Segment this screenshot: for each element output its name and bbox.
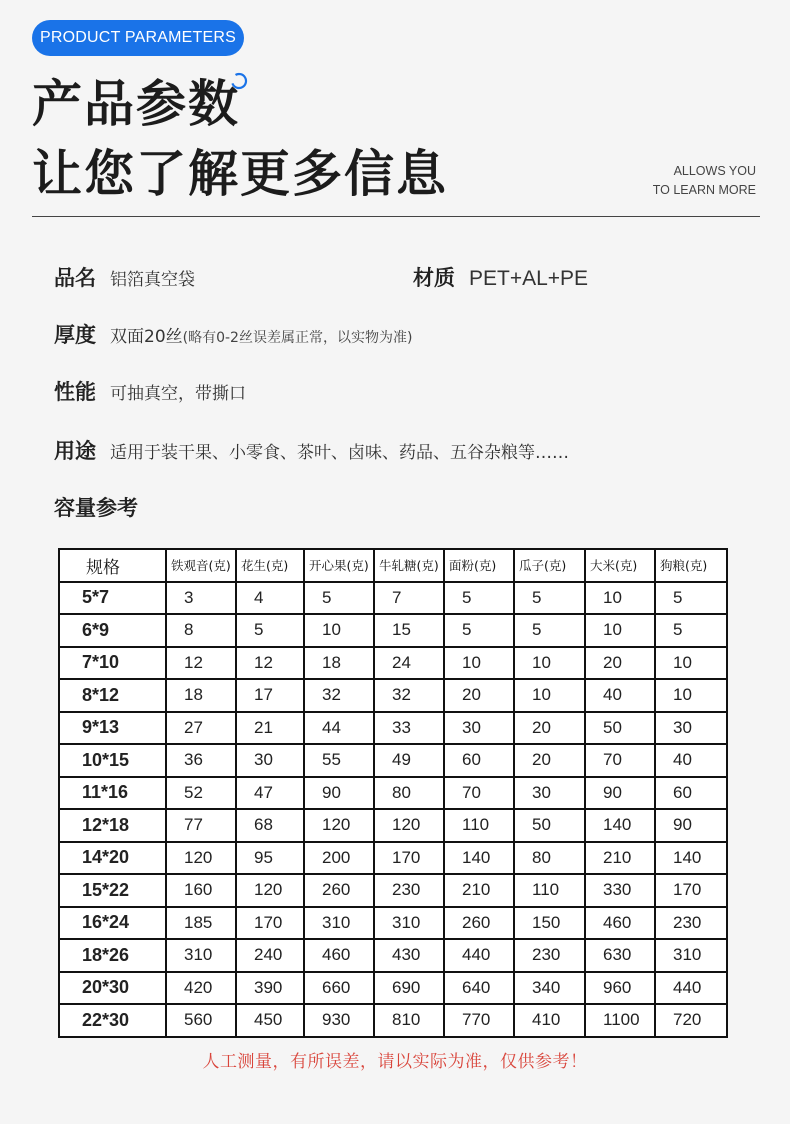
size-cell: 18*26 — [59, 939, 166, 972]
value-cell: 55 — [304, 744, 374, 777]
size-cell: 9*13 — [59, 712, 166, 745]
value-cell: 3 — [166, 582, 236, 615]
header-spec: 规格 — [59, 549, 166, 582]
page-title-line1: 产品参数 — [32, 75, 240, 133]
value-cell: 30 — [655, 712, 727, 745]
value-cell: 33 — [374, 712, 444, 745]
value-cell: 330 — [585, 874, 655, 907]
value-cell: 410 — [514, 1004, 585, 1037]
size-cell: 22*30 — [59, 1004, 166, 1037]
ring-decoration-icon — [230, 72, 248, 90]
name-label: 品名 — [54, 266, 96, 290]
material-value: PET+AL+PE — [469, 267, 589, 290]
usage-label: 用途 — [54, 439, 96, 463]
value-cell: 460 — [304, 939, 374, 972]
value-cell: 960 — [585, 972, 655, 1005]
table-row — [59, 647, 727, 680]
value-cell: 18 — [166, 679, 236, 712]
value-cell: 68 — [236, 809, 304, 842]
value-cell: 5 — [236, 614, 304, 647]
table-row — [59, 777, 727, 810]
value-cell: 160 — [166, 874, 236, 907]
value-cell: 77 — [166, 809, 236, 842]
value-cell: 5 — [514, 582, 585, 615]
side-caption-line2: TO LEARN MORE — [652, 183, 756, 197]
size-cell: 5*7 — [59, 582, 166, 615]
value-cell: 12 — [236, 647, 304, 680]
table-row — [59, 939, 727, 972]
value-cell: 40 — [585, 679, 655, 712]
value-cell: 47 — [236, 777, 304, 810]
value-cell: 150 — [514, 907, 585, 940]
header-cell: 大米(克) — [585, 549, 655, 582]
size-cell: 6*9 — [59, 614, 166, 647]
info-row-material — [413, 262, 588, 292]
value-cell: 110 — [514, 874, 585, 907]
value-cell: 170 — [236, 907, 304, 940]
value-cell: 230 — [374, 874, 444, 907]
value-cell: 40 — [655, 744, 727, 777]
value-cell: 1100 — [585, 1004, 655, 1037]
value-cell: 690 — [374, 972, 444, 1005]
value-cell: 140 — [585, 809, 655, 842]
table-row — [59, 874, 727, 907]
value-cell: 240 — [236, 939, 304, 972]
table-row — [59, 614, 727, 647]
value-cell: 10 — [655, 647, 727, 680]
info-row-name — [54, 262, 195, 292]
value-cell: 440 — [444, 939, 514, 972]
info-row-thickness — [54, 319, 412, 349]
value-cell: 310 — [166, 939, 236, 972]
value-cell: 50 — [514, 809, 585, 842]
size-cell: 11*16 — [59, 777, 166, 810]
table-row — [59, 712, 727, 745]
value-cell: 460 — [585, 907, 655, 940]
header-cell: 面粉(克) — [444, 549, 514, 582]
size-cell: 15*22 — [59, 874, 166, 907]
header-cell: 花生(克) — [236, 549, 304, 582]
value-cell: 90 — [585, 777, 655, 810]
performance-label: 性能 — [54, 380, 96, 404]
value-cell: 10 — [304, 614, 374, 647]
value-cell: 10 — [444, 647, 514, 680]
value-cell: 260 — [444, 907, 514, 940]
value-cell: 810 — [374, 1004, 444, 1037]
value-cell: 60 — [655, 777, 727, 810]
value-cell: 200 — [304, 842, 374, 875]
value-cell: 120 — [374, 809, 444, 842]
size-cell: 12*18 — [59, 809, 166, 842]
value-cell: 660 — [304, 972, 374, 1005]
value-cell: 120 — [236, 874, 304, 907]
size-cell: 20*30 — [59, 972, 166, 1005]
value-cell: 10 — [585, 614, 655, 647]
value-cell: 5 — [444, 582, 514, 615]
table-row — [59, 907, 727, 940]
value-cell: 50 — [585, 712, 655, 745]
value-cell: 230 — [655, 907, 727, 940]
capacity-heading: 容量参考 — [54, 496, 138, 520]
value-cell: 770 — [444, 1004, 514, 1037]
performance-value: 可抽真空，带撕口 — [110, 384, 246, 404]
value-cell: 210 — [444, 874, 514, 907]
product-parameters-badge: PRODUCT PARAMETERS — [32, 20, 244, 56]
value-cell: 44 — [304, 712, 374, 745]
value-cell: 5 — [655, 614, 727, 647]
value-cell: 20 — [585, 647, 655, 680]
size-cell: 7*10 — [59, 647, 166, 680]
value-cell: 20 — [514, 712, 585, 745]
value-cell: 560 — [166, 1004, 236, 1037]
value-cell: 7 — [374, 582, 444, 615]
info-row-performance — [54, 376, 246, 406]
table-row — [59, 809, 727, 842]
value-cell: 27 — [166, 712, 236, 745]
value-cell: 30 — [236, 744, 304, 777]
value-cell: 36 — [166, 744, 236, 777]
value-cell: 80 — [374, 777, 444, 810]
value-cell: 90 — [655, 809, 727, 842]
page-title-line2: 让您了解更多信息 — [32, 145, 448, 203]
value-cell: 30 — [444, 712, 514, 745]
value-cell: 390 — [236, 972, 304, 1005]
value-cell: 95 — [236, 842, 304, 875]
header-cell: 开心果(克) — [304, 549, 374, 582]
value-cell: 21 — [236, 712, 304, 745]
size-cell: 16*24 — [59, 907, 166, 940]
value-cell: 32 — [304, 679, 374, 712]
value-cell: 450 — [236, 1004, 304, 1037]
material-label: 材质 — [413, 266, 455, 290]
value-cell: 310 — [304, 907, 374, 940]
value-cell: 5 — [444, 614, 514, 647]
table-header-row — [59, 549, 727, 582]
side-caption-line1: ALLOWS YOU — [673, 164, 756, 178]
value-cell: 24 — [374, 647, 444, 680]
value-cell: 4 — [236, 582, 304, 615]
value-cell: 20 — [514, 744, 585, 777]
table-row — [59, 582, 727, 615]
value-cell: 10 — [655, 679, 727, 712]
usage-value: 适用于装干果、小零食、茶叶、卤味、药品、五谷杂粮等…… — [110, 443, 569, 463]
size-cell: 14*20 — [59, 842, 166, 875]
value-cell: 170 — [655, 874, 727, 907]
value-cell: 110 — [444, 809, 514, 842]
value-cell: 430 — [374, 939, 444, 972]
value-cell: 210 — [585, 842, 655, 875]
value-cell: 640 — [444, 972, 514, 1005]
info-row-usage — [54, 435, 569, 465]
value-cell: 18 — [304, 647, 374, 680]
value-cell: 70 — [444, 777, 514, 810]
value-cell: 120 — [166, 842, 236, 875]
value-cell: 15 — [374, 614, 444, 647]
value-cell: 260 — [304, 874, 374, 907]
value-cell: 230 — [514, 939, 585, 972]
thickness-note: (略有0-2丝误差属正常，以实物为准) — [182, 330, 413, 346]
value-cell: 12 — [166, 647, 236, 680]
header-cell: 铁观音(克) — [166, 549, 236, 582]
capacity-table — [58, 548, 728, 1038]
thickness-value: 双面20丝 — [110, 327, 183, 347]
value-cell: 10 — [585, 582, 655, 615]
value-cell: 32 — [374, 679, 444, 712]
value-cell: 17 — [236, 679, 304, 712]
value-cell: 720 — [655, 1004, 727, 1037]
header-cell: 瓜子(克) — [514, 549, 585, 582]
value-cell: 120 — [304, 809, 374, 842]
header-cell: 牛轧糖(克) — [374, 549, 444, 582]
value-cell: 310 — [374, 907, 444, 940]
value-cell: 930 — [304, 1004, 374, 1037]
value-cell: 10 — [514, 679, 585, 712]
value-cell: 140 — [655, 842, 727, 875]
value-cell: 140 — [444, 842, 514, 875]
value-cell: 10 — [514, 647, 585, 680]
divider — [32, 216, 760, 217]
value-cell: 310 — [655, 939, 727, 972]
header-cell: 狗粮(克) — [655, 549, 727, 582]
side-caption — [653, 162, 756, 200]
table-row — [59, 744, 727, 777]
value-cell: 170 — [374, 842, 444, 875]
value-cell: 5 — [655, 582, 727, 615]
thickness-label: 厚度 — [54, 323, 96, 347]
value-cell: 5 — [304, 582, 374, 615]
value-cell: 49 — [374, 744, 444, 777]
value-cell: 5 — [514, 614, 585, 647]
value-cell: 185 — [166, 907, 236, 940]
table-body — [59, 582, 727, 1037]
size-cell: 8*12 — [59, 679, 166, 712]
value-cell: 630 — [585, 939, 655, 972]
disclaimer-note: 人工测量，有所误差，请以实际为准，仅供参考！ — [202, 1052, 588, 1072]
table-row — [59, 842, 727, 875]
name-value: 铝箔真空袋 — [110, 270, 195, 290]
value-cell: 60 — [444, 744, 514, 777]
value-cell: 30 — [514, 777, 585, 810]
table-row — [59, 1004, 727, 1037]
value-cell: 80 — [514, 842, 585, 875]
value-cell: 70 — [585, 744, 655, 777]
value-cell: 8 — [166, 614, 236, 647]
value-cell: 340 — [514, 972, 585, 1005]
table-row — [59, 972, 727, 1005]
value-cell: 52 — [166, 777, 236, 810]
value-cell: 20 — [444, 679, 514, 712]
value-cell: 420 — [166, 972, 236, 1005]
value-cell: 90 — [304, 777, 374, 810]
table-row — [59, 679, 727, 712]
size-cell: 10*15 — [59, 744, 166, 777]
value-cell: 440 — [655, 972, 727, 1005]
